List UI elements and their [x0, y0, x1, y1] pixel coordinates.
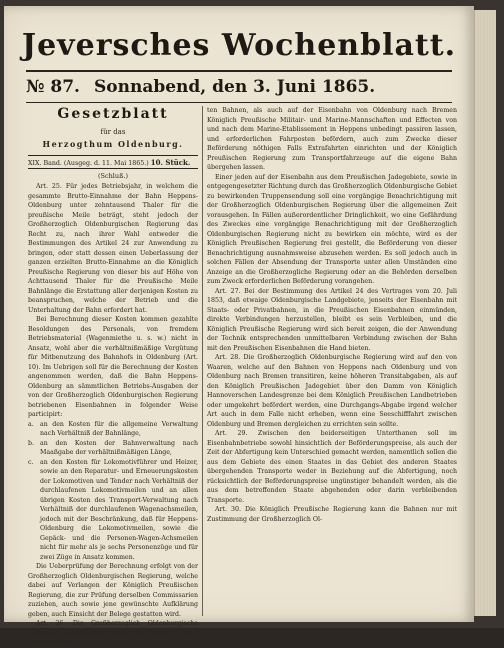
left-column	[28, 106, 198, 646]
list-item-text: an den Kosten für die allgemeine Verwaltung nach Verhältniß der Bahnlänge,	[40, 420, 198, 437]
gesetzblatt-schluss: (Schluß.)	[97, 172, 129, 180]
article-paragraph: Art. 28. Die Großherzoglich Oldenburgische Regierung wird auf den von Waaren, welche auf den Bahnen von Heppens nach Oldenburg und von Oldenburg nach Bremen transitiren, keine höheren Transitabgaben, als auf den Königlich Preußischen Jadegebiet über den Damm von Königlich Hannoverschen Landesgrenze bei dem Königlich Preußischen Landbetrieben oder umgekehrt befördert werden, eine Durchgangs-Abgabe irgend welcher Art auch in dem Falle nicht erheben, wenn eine Seeschifffahrt zwischen Oldenburg und Bremen dergleichen zu errichten sein sollte.	[207, 354, 457, 428]
list-item-text: an den Kosten der Bahnverwaltung nach Maaßgabe der verhältnißmäßigen Länge,	[40, 439, 198, 456]
list-item	[28, 420, 198, 439]
issue-rule	[26, 102, 452, 103]
gesetzblatt-region: Herzogthum Oldenburg.	[42, 139, 184, 149]
list-item-label: b.	[28, 439, 34, 447]
list-item-label: a.	[28, 420, 34, 428]
issue-date: Sonnabend, den 3. Juni 1865.	[93, 77, 376, 97]
article-paragraph: Art. 27. Bei der Bestimmung des Artikel 24 des Vertrages vom 20. Juli 1853, daß etwaige Oldenburgische Landgebiete, jenseits der Eisenbahn mit Staats- oder Privatbahnen, in die Preußischen Eisenbahnen einmünden, direkte Verbindungen herzustellen, bleibt es sein Verbleiben, und die Königlich Preußische Regierung wird sich bereit zeigen, die der Anwendung der Technik entsprechenden unmittelbaren Verbindung zwischen der Bahn mit den Preußischen Eisenbahnen die Hand bieten.	[207, 287, 457, 352]
list-item	[28, 458, 198, 563]
article-paragraph: ten Bahnen, als auch auf der Eisenbahn von Oldenburg nach Bremen Königlich Preußische Militair- und Marine-Mannschaften und Effecten von und nach dem Marine-Etablissement in Heppens unbedingt passiren lassen, und erforderlichen Fahrposten befördern, auch zum Zwecke dieser Beförderung nöthigen Falls Extrafahrten einrichten und der Königlich Preußischen Regierung zum Transportfahrzeuge auf die eigene Bahn übergehen lassen.	[207, 107, 457, 171]
gesetzblatt-stueck: 10. Stück.	[150, 158, 191, 167]
article-paragraph: Die Ueberprüfung der Berechnung erfolgt von der Großherzoglich Oldenburgischen Regierung, welche dabei auf Verlangen der Königlich Preußischen Regierung, die zur Prüfung derselben Commissarien zuziehen, auch sowie jene gewünschte Aufklärung geben, auch Einsicht der Belege gestatten wird.	[28, 563, 198, 618]
gesetzblatt-title: Gesetzblatt	[57, 106, 169, 122]
article-paragraph: Einer jeden auf der Eisenbahn aus dem Preußischen Jadegebiete, sowie in entgegengesetzter Richtung durch das Großherzoglich Oldenburgische Gebiet zu bewirkenden Truppensendung soll eine vorgängige Benachrichtigung mit der Großherzoglich Oldenburgischen Regierung über die allgemeinen Zeit vorausgehen. In Fällen außerordentlicher Dringlichkeit, wo eine Gefährdung des Zweckes eine vorgängige Benachrichtigung mit der Großherzoglich Oldenburgischen Regierung nicht zu bewirken ein möchte, wird es der Königlich Preußischen Regierung frei gestellt, die Beförderung von dieser Benachrichtigung ausnahmsweise abzusehen werden. Es soll jedoch auch in solchen Fällen der Absendung der Transporte unter allen Umständen eine Anzeige an die Großherzogliche Regierung oder an die Behörden derselben zum Zweck erforderlichen Beförderung vorangehen.	[207, 173, 457, 285]
article-paragraph: Art. 29. Zwischen den beiderseitigen Unterthanen soll im Eisenbahnbetriebe sowohl hinsichtlich der Beförderungspreise, als auch der Zeit der Abfertigung kein Unterschied gemacht werden, namentlich sollen die aus dem Gebiete des einen Staates in das Gebiet des anderen Staates übergehenden Transporte weder in Beziehung auf die Abfertigung, noch rücksichtlich der Beförderungspreise ungünstiger behandelt werden, als die aus dem betreffenden Staate abgehenden oder darin verbleibenden Transporte.	[207, 430, 457, 504]
right-column	[207, 106, 457, 616]
column-divider	[202, 106, 203, 616]
right-column-text	[207, 106, 457, 614]
article-paragraph: Art. 30. Die Königlich Preußische Regierung kann die Bahnen nur mit Zustimmung der Großherzoglich Ol-	[207, 506, 457, 523]
list-item-text: an den Kosten für Lokomotivführer und Heizer, sowie an den Reparatur- und Erneuerungskosten der Lokomotiven und Tender nach Verhältniß der durchlaufenen Lokomotivmeilen und an allen übrigen Kosten des Transport-Verwaltung nach Verhältniß der durchlaufenen Wagenachsmeilen, jedoch mit der Beschränkung, daß für Heppens-Oldenburg die Lokomotivmeilen, sowie die Gepäck- und die Personen-Wagen-Achsmeilen nicht für mehr als je sechs Personenzüge und für zwei Züge in Ansatz kommen.	[40, 458, 198, 561]
gesetzblatt-rule-bottom	[28, 168, 198, 169]
article-paragraph: Bei Berechnung dieser Kosten kommen gezahlte Besoldungen des Personals, von fremdem Betriebsmaterial (Wagenmiethe u. s. w.) nicht in Ansatz, wohl aber die verhältnißmäßige Vergütung für Mitbenutzung des Bahnhofs in Oldenburg (Art. 10). Im Uebrigen soll für die Berechnung der Kosten angenommen werden, daß die Bahn Heppens-Oldenburg an sämmtlichen Betriebs-Ausgaben der von der Großherzoglich Oldenburgischen Regierung betriebenen Eisenbahnen in folgender Weise participirt:	[28, 316, 198, 418]
page-stack-edge	[474, 10, 496, 616]
issue-line	[26, 75, 452, 99]
list-item	[28, 439, 198, 458]
issue-number: № 87.	[26, 77, 80, 97]
list-item-label: c.	[28, 458, 34, 466]
newspaper-page	[4, 6, 474, 646]
gesetzblatt-band: XIX. Band. (Ausgeg. d. 11. Mai 1865.)	[28, 160, 149, 167]
gesetzblatt-fuer: für das	[100, 128, 126, 136]
left-column-text	[28, 182, 198, 646]
gesetzblatt-rule-top	[28, 155, 198, 156]
masthead-title: Jeversches Wochenblatt.	[21, 28, 457, 63]
article-paragraph: Art. 26. Die Großherzoglich Oldenburgische Regierung wird sowohl auf den im Artikel 5 und 6 bezeichneten	[28, 620, 198, 646]
gesetzblatt-meta	[28, 158, 198, 167]
article-paragraph: Art. 25. Für jedes Betriebsjahr, in welchem die gesammte Brutto-Einnahme der Bahn Heppens-Oldenburg unter zehntausend Thaler für die preußische Meile beträgt, steht jedoch der Großherzoglich Oldenburgischen Regierung das Recht zu, nach ihrer Wahl entweder die Bestimmungen des Artikel 24 zur Anwendung zu bringen, oder statt dessen einen Ueberlassung der ganzen erzielten Brutto-Einnahme an die Königlich Preußische Regierung von dieser bis auf Höhe von Achttausend Thaler für die Preußische Meile Bahnlänge die Erstattung aller derjenigen Kosten zu beanspruchen, welche der Betrieb und die Unterhaltung der Bahn erfordert hat.	[28, 183, 198, 314]
masthead-rule	[26, 70, 452, 72]
